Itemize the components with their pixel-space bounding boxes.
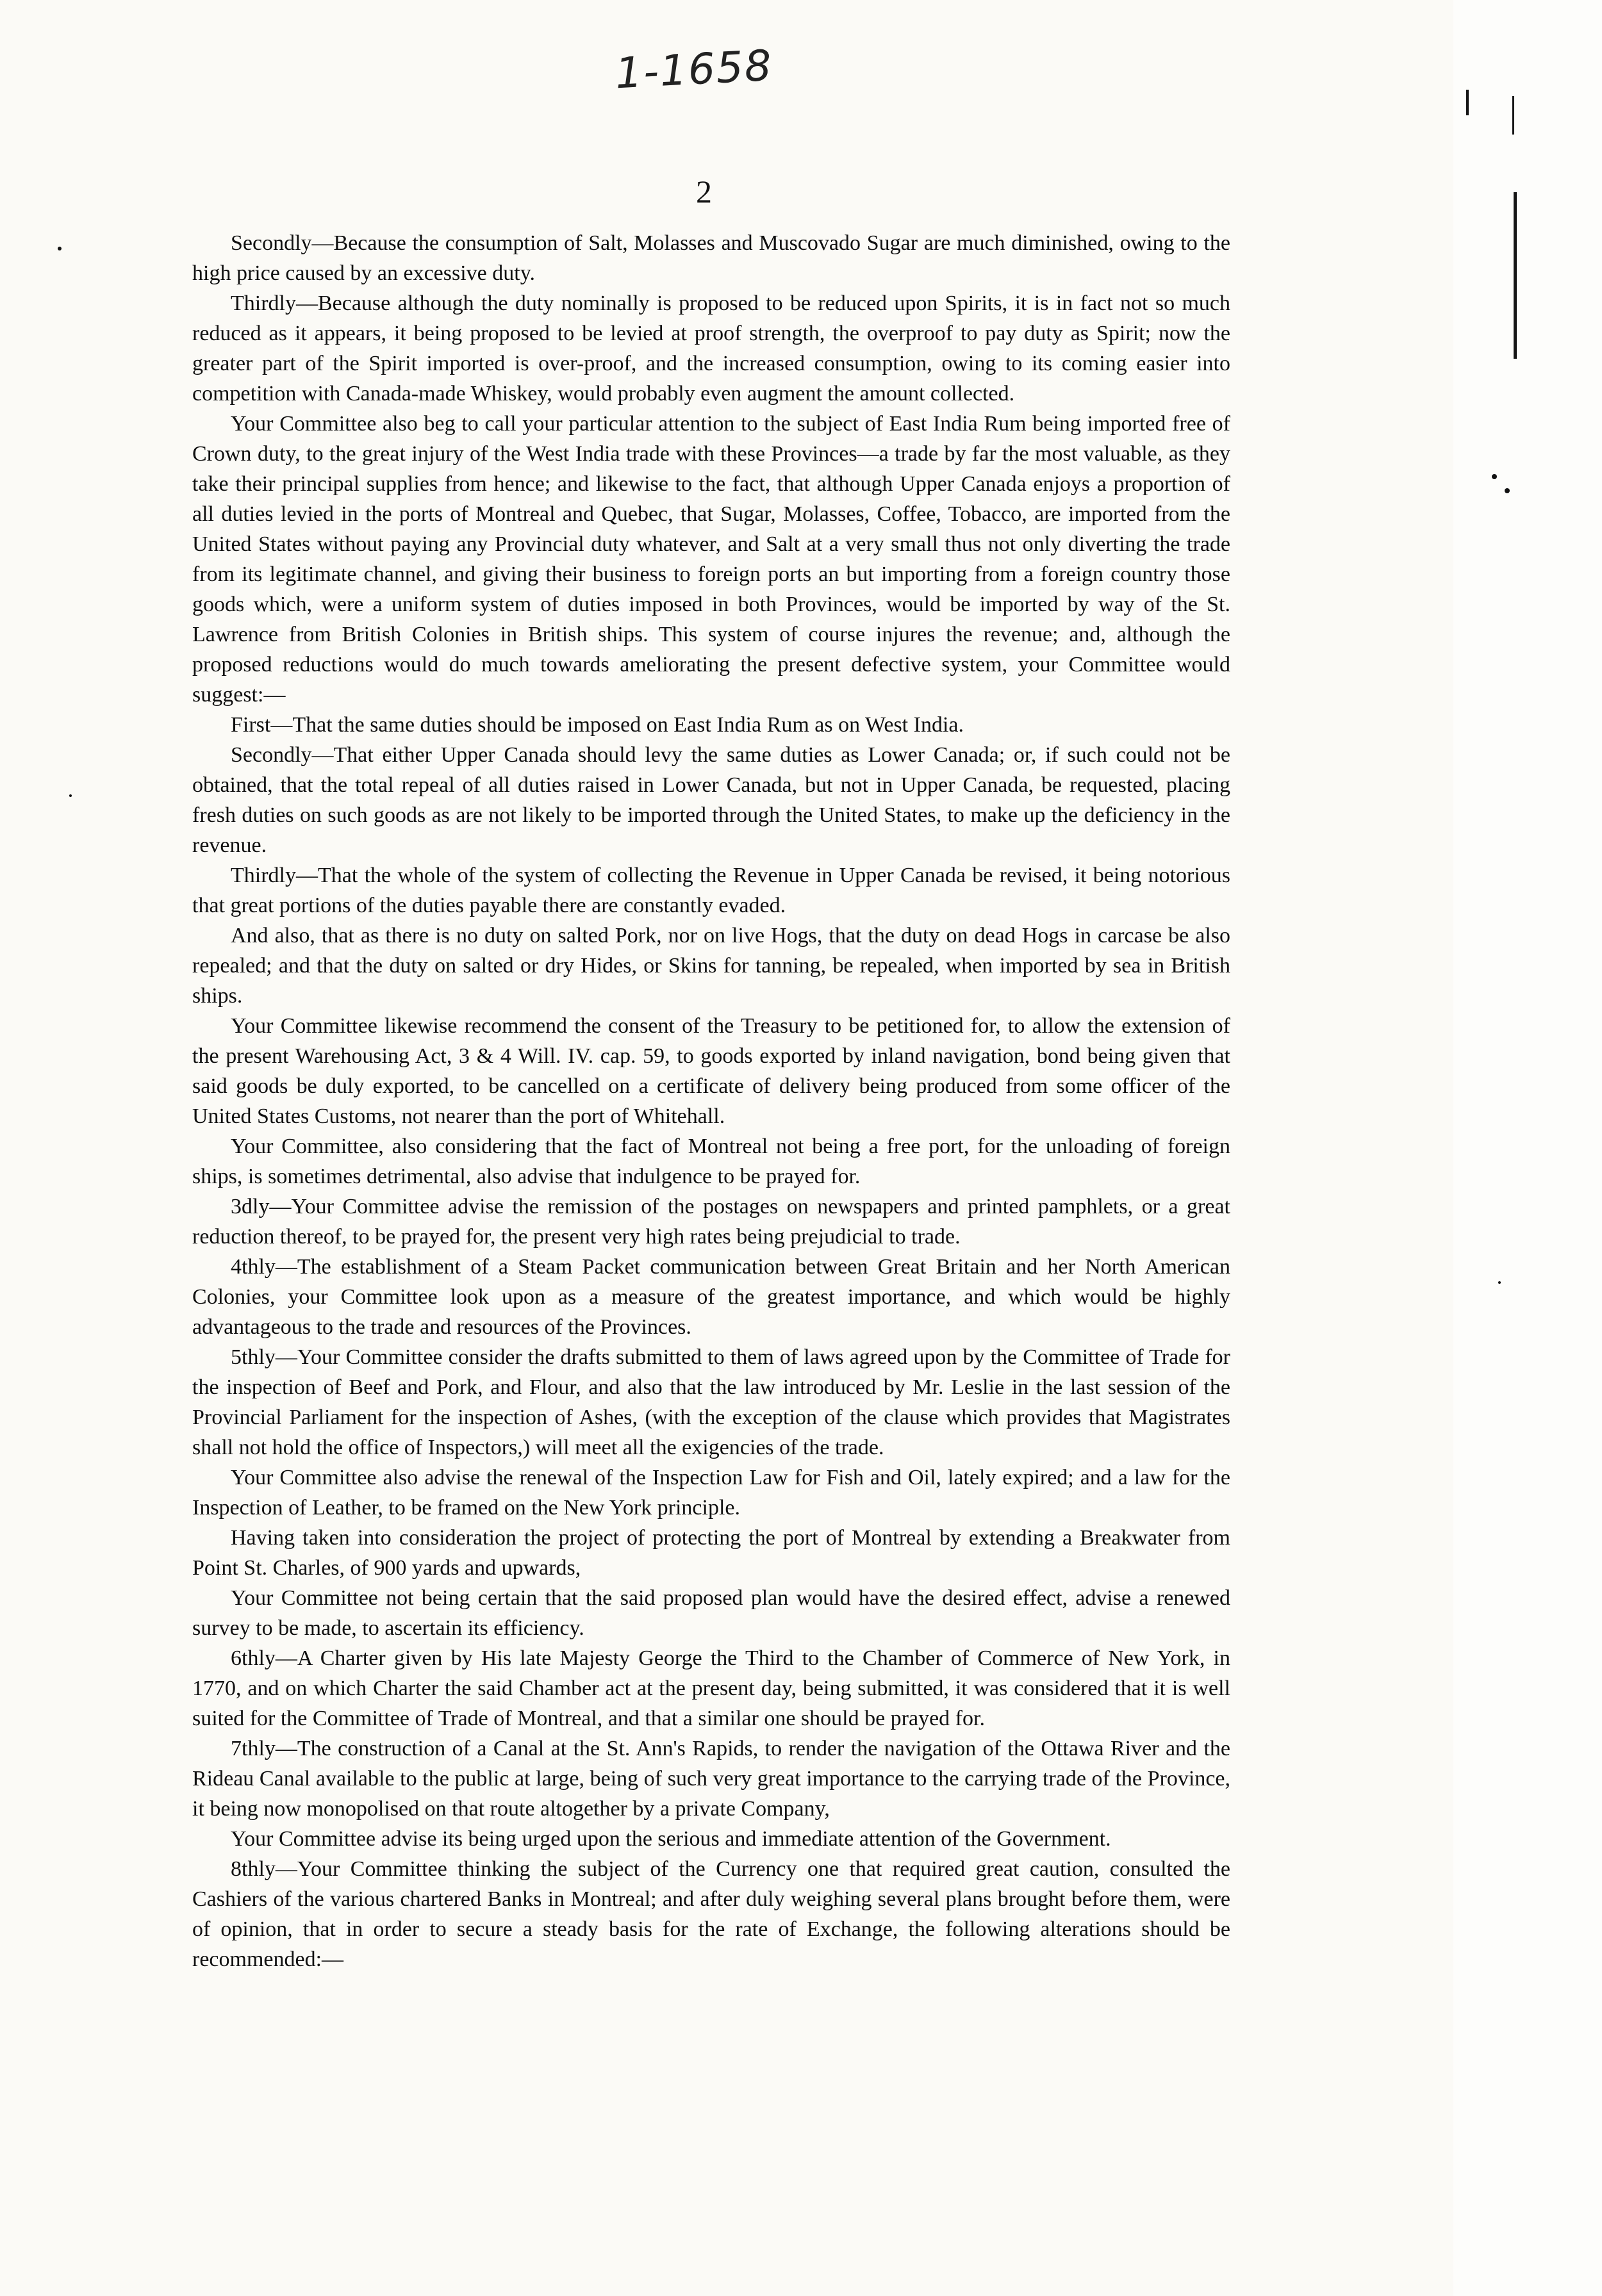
margin-speck (1498, 1281, 1501, 1284)
paragraph: Your Committee likewise recommend the consent of the Treasury to be petitioned for, to allow the extension of the present Warehousing Act, 3 & 4 Will. IV. cap. 59, to goods exported by inland navigation, bond being given that said goods be duly exported, to be cancelled on a certificate of delivery being produced from some officer of the United States Customs, not nearer than the port of Whitehall. (192, 1014, 1230, 1128)
adjacent-page-strip (1453, 0, 1602, 2296)
page-edge-mark (1466, 90, 1469, 115)
margin-speck (1505, 488, 1510, 493)
left-margin-speck (69, 794, 72, 797)
paragraph: Secondly—That either Upper Canada should levy the same duties as Lower Canada; or, if such could not be obtained, that the total repeal of all duties raised in Lower Canada, but not in Upper Canada, be requested, placing fresh duties on such goods as are not likely to be imported through the United States, to make up the deficiency in the revenue. (192, 743, 1230, 857)
paragraph: Your Committee also advise the renewal of the Inspection Law for Fish and Oil, lately expired; and a law for the Inspection of Leather, to be framed on the New York principle. (192, 1466, 1230, 1520)
paragraph: Secondly—Because the consumption of Salt, Molasses and Muscovado Sugar are much diminished, owing to the high price caused by an excessive duty. (192, 231, 1230, 285)
paragraph: Thirdly—Because although the duty nominally is proposed to be reduced upon Spirits, it is in fact not so much reduced as it appears, it being proposed to be levied at proof strength, the overproof to pay duty as Spirit; now the greater part of the Spirit imported is over-proof, and the increased consumption, owing to its coming easier into competition with Canada-made Whiskey, would probably even augment the amount collected. (192, 291, 1230, 406)
paragraph: And also, that as there is no duty on salted Pork, nor on live Hogs, that the duty on dead Hogs in carcase be also repealed; and that the duty on salted or dry Hides, or Skins for tanning, be repealed, when imported by sea in British ships. (192, 924, 1230, 1008)
paragraph: 4thly—The establishment of a Steam Packet communication between Great Britain and her North American Colonies, your Committee look upon as a measure of the greatest importance, and which would be highly advantageous to the trade and resources of the Provinces. (192, 1255, 1230, 1339)
paragraph: 5thly—Your Committee consider the drafts submitted to them of laws agreed upon by the Committee of Trade for the inspection of Beef and Pork, and Flour, and also that the law introduced by Mr. Leslie in the last session of the Provincial Parliament for the inspection of Ashes, (with the exception of the clause which provides that Magistrates shall not hold the office of Inspectors,) will meet all the exigencies of the trade. (192, 1345, 1230, 1459)
page-edge-mark (1514, 192, 1517, 359)
paragraph: 7thly—The construction of a Canal at the St. Ann's Rapids, to render the navigation of the Ottawa River and the Rideau Canal available to the public at large, being of such very great importance to the carrying trade of the Province, it being now monopolised on that route altogether by a private Company, (192, 1737, 1230, 1821)
paragraph: 8thly—Your Committee thinking the subject of the Currency one that required great caution, consulted the Cashiers of the various chartered Banks in Montreal; and after duly weighing several plans brought before them, were of opinion, that in order to secure a steady basis for the rate of Exchange, the following alterations should be recommended:— (192, 1857, 1230, 1971)
body-text (192, 228, 1230, 1974)
paragraph: 3dly—Your Committee advise the remission of the postages on newspapers and printed pamphlets, or a great reduction thereof, to be prayed for, the present very high rates being prejudicial to trade. (192, 1195, 1230, 1249)
paragraph: Your Committee also beg to call your particular attention to the subject of East India Rum being imported free of Crown duty, to the great injury of the West India trade with these Provinces—a trade by far the most valuable, as they take their principal supplies from hence; and likewise to the fact, that although Upper Canada enjoys a proportion of all duties levied in the ports of Montreal and Quebec, that Sugar, Molasses, Coffee, Tobacco, are imported from the United States without paying any Provincial duty whatever, and Salt at a very small thus not only diverting the trade from its legitimate channel, and giving their business to foreign ports an but importing from a foreign country those goods which, were a uniform system of duties imposed in both Provinces, would be imported by way of the St. Lawrence from British Colonies in British ships. This system of course injures the revenue; and, although the proposed reductions would do much towards ameliorating the present defective system, your Committee would suggest:— (192, 412, 1230, 707)
manuscript-number: 1-1658 (614, 40, 774, 99)
paragraph: First—That the same duties should be imposed on East India Rum as on West India. (231, 713, 964, 737)
paragraph: 6thly—A Charter given by His late Majesty George the Third to the Chamber of Commerce of New York, in 1770, and on which Charter the said Chamber act at the present day, being submitted, it was considered that it is well suited for the Committee of Trade of Montreal, and that a similar one should be prayed for. (192, 1646, 1230, 1730)
paragraph: Having taken into consideration the project of protecting the port of Montreal by extending a Breakwater from Point St. Charles, of 900 yards and upwards, (192, 1526, 1230, 1580)
margin-speck (1492, 474, 1497, 479)
page-number: 2 (696, 174, 712, 209)
paragraph: Thirdly—That the whole of the system of collecting the Revenue in Upper Canada be revised, it being notorious that great portions of the duties payable there are constantly evaded. (192, 864, 1230, 917)
page-edge-mark (1512, 96, 1514, 135)
paragraph: Your Committee not being certain that the said proposed plan would have the desired effect, advise a renewed survey to be made, to ascertain its efficiency. (192, 1586, 1230, 1640)
paragraph: Your Committee, also considering that the fact of Montreal not being a free port, for the unloading of foreign ships, is sometimes detrimental, also advise that indulgence to be prayed for. (192, 1135, 1230, 1188)
paragraph: Your Committee advise its being urged upon the serious and immediate attention of the Government. (231, 1827, 1111, 1851)
left-margin-speck (58, 247, 62, 250)
